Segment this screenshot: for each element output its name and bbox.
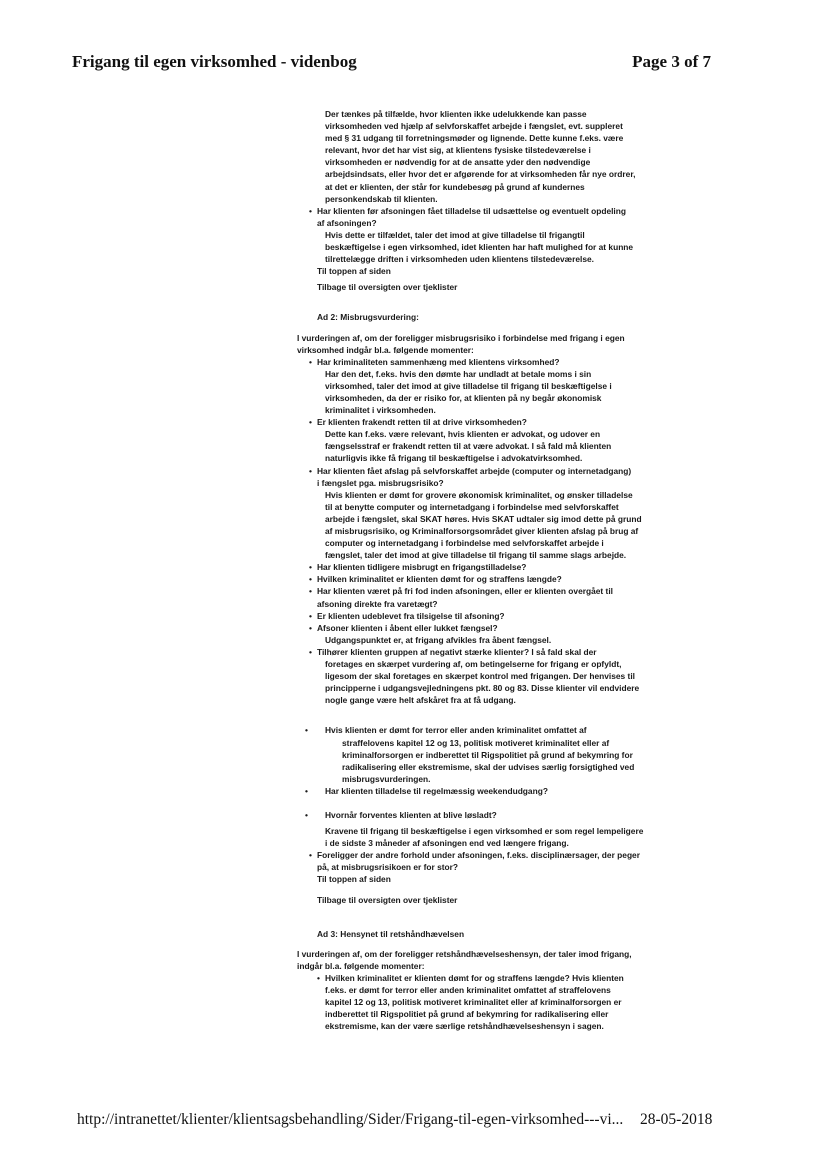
text-line: virksomheden ved hjælp af selvforskaffet arbejde i fængslet, evt. suppleret: [325, 121, 623, 132]
list-item: [317, 849, 672, 873]
section-heading-ad2: Ad 2: Misbrugsvurdering:: [317, 312, 419, 323]
bullet-question: • Hvornår forventes klienten at blive løsladt?: [325, 809, 672, 821]
text-line: foretages en skærpet vurdering af, om betingelserne for frigang er opfyldt,: [325, 659, 622, 670]
bullet-continuation: [325, 658, 672, 706]
text-line: i de sidste 3 måneder af afsoningen end ved længere frigang.: [325, 838, 569, 849]
to-top-link[interactable]: Til toppen af siden: [317, 874, 391, 885]
text-line: kriminalitet i virksomheden.: [325, 405, 436, 416]
text-line: misbrugsvurderingen.: [342, 773, 431, 784]
bullet-answer: [325, 489, 672, 562]
list-item: [325, 724, 672, 736]
bullet-answer: [325, 825, 672, 849]
text-line: virksomheden, da der er risiko for, at klienten på ny begår økonomisk: [325, 392, 602, 403]
text-line: relevant, hvor det har vist sig, at klientens fysiske tilstedeværelse i: [325, 145, 591, 156]
list-item: [325, 785, 672, 797]
text-line: kapitel 12 og 13, politisk motiveret kriminalitet eller af kriminalforsorgen er: [325, 997, 622, 1008]
bullet-text: • Har klienten tilladelse til regelmæssig weekendudgang?: [325, 785, 672, 797]
text-line: I vurderingen af, om der foreligger misbrugsrisiko i forbindelse med frigang i egen: [297, 332, 625, 343]
text-line: af misbrugsrisiko, og Kriminalforsorgsområdet giver klienten afslag på brug af: [325, 526, 639, 536]
text-line: indgår bl.a. følgende momenter:: [297, 960, 425, 971]
intro-paragraph: [325, 108, 672, 205]
text-line: indberettet til Rigspolitiet på grund af bekymring for radikalisering eller: [325, 1009, 609, 1020]
bullet-text: på, at misbrugsrisikoen er for stor?: [317, 862, 459, 873]
text-line: Udgangspunktet er, at frigang afvikles fra åbent fængsel.: [325, 634, 552, 645]
bullet-continuation: [342, 737, 672, 785]
text-line: til at benytte computer og internetadgang i forbindelse med selvforskaffet: [325, 501, 619, 512]
list-item: [317, 465, 672, 489]
list-item: [317, 205, 672, 229]
bullet-question: • Afsoner klienten i åbent eller lukket fængsel?: [317, 622, 672, 634]
text-line: beskæftigelse i egen virksomhed, idet klienten har haft mulighed for at kunne: [325, 242, 634, 253]
text-line: at det er klienten, der står for kundebesøg på grund af kundernes: [325, 181, 585, 192]
bullet-text: • Hvilken kriminalitet er klienten dømt for og straffens længde?: [317, 573, 672, 585]
section-heading-ad3: Ad 3: Hensynet til retshåndhævelsen: [317, 928, 465, 939]
text-line: Hvis dette er tilfældet, taler det imod at give tilladelse til frigangtil: [325, 229, 585, 240]
list-item: [317, 573, 672, 585]
back-to-overview-link[interactable]: Tilbage til oversigten over tjeklister: [317, 282, 458, 293]
text-line: principperne i udgangsvejledningens pkt. 80 og 83. Disse klienter vil endvidere: [325, 683, 640, 694]
text-line: straffelovens kapitel 12 og 13, politisk motiveret kriminalitet eller af: [342, 737, 610, 748]
to-top-link[interactable]: Til toppen af siden: [317, 266, 391, 277]
footer-date: 28-05-2018: [640, 1111, 713, 1128]
bullet-question: i fængslet pga. misbrugsrisiko?: [317, 477, 444, 488]
text-line: virksomheden er nødvendig for at de ansatte yder den nødvendige: [325, 157, 591, 168]
footer-url: http://intranettet/klienter/klientsagsbehandling/Sider/Frigang-til-egen-virksomhed---vi...: [77, 1111, 624, 1128]
bullet-question: af afsoningen?: [317, 217, 377, 228]
text-line: arbejde i fængslet, skal SKAT høres. Hvis SKAT udtaler sig imod dette på grund: [325, 513, 642, 524]
section-intro: [297, 948, 672, 972]
bullet-text: • Har klienten været på fri fod inden afsoningen, eller er klienten overgået til: [317, 585, 672, 597]
list-item: [317, 416, 672, 428]
text-line: fængselsstraf er frakendt retten til at være advokat. I så fald må klienten: [325, 441, 612, 452]
text-line: Kravene til frigang til beskæftigelse i egen virksomhed er som regel lempeligere: [325, 826, 644, 837]
text-line: Dette kan f.eks. være relevant, hvis klienten er advokat, og udover en: [325, 429, 601, 440]
bullet-question: • Har klienten før afsoningen fået tilladelse til udsættelse og eventuelt opdeling: [317, 205, 672, 217]
text-line: Der tænkes på tilfælde, hvor klienten ikke udelukkende kan passe: [325, 109, 587, 119]
text-line: I vurderingen af, om der foreligger retshåndhævelseshensyn, der taler imod frigang,: [297, 948, 632, 959]
list-item: [325, 809, 672, 821]
text-line: nogle gange være helt afskåret fra at få udgang.: [325, 695, 516, 706]
text-line: virksomhed, taler det imod at give tilladelse til frigang til beskæftigelse i: [325, 380, 612, 391]
list-item: [317, 610, 672, 622]
text-line: computer og internetadgang i forbindelse med selvforskaffet arbejde i: [325, 538, 604, 549]
text-line: ekstremisme, kan der være særlige retshåndhævelseshensyn i sagen.: [325, 1021, 604, 1032]
text-line: fængslet, taler det imod at give tilladelse til frigang til samme slags arbejde.: [325, 550, 627, 561]
bullet-text: • Hvilken kriminalitet er klienten dømt for og straffens længde? Hvis klienten: [325, 972, 672, 984]
text-line: Har den det, f.eks. hvis den dømte har undladt at betale moms i sin: [325, 368, 592, 379]
page-number: Page 3 of 7: [632, 52, 711, 71]
bullet-text: • Foreligger der andre forhold under afsoningen, f.eks. disciplinærsager, der peger: [317, 849, 672, 861]
bullet-answer: [325, 368, 672, 416]
bullet-question: • Har kriminaliteten sammenhæng med klientens virksomhed?: [317, 356, 672, 368]
bullet-answer: [325, 428, 672, 464]
list-item: [317, 622, 672, 634]
document-body: [297, 108, 672, 1032]
text-line: arbejdsindsats, eller hvor det er afgørende for at virksomheden får nye ordrer,: [325, 169, 636, 180]
bullet-text: • Tilhører klienten gruppen af negativt stærke klienter? I så fald skal der: [317, 646, 672, 658]
bullet-text: • Er klienten udeblevet fra tilsigelse til afsoning?: [317, 610, 672, 622]
text-line: ligesom der skal foretages en skærpet kontrol med frigangen. Der henvises til: [325, 671, 635, 682]
text-line: med § 31 udgang til forretningsmøder og lignende. Dette kunne f.eks. være: [325, 133, 624, 144]
text-line: tilrettelægge driften i virksomheden uden klientens tilstedeværelse.: [325, 254, 595, 265]
back-to-overview-link[interactable]: Tilbage til oversigten over tjeklister: [317, 894, 458, 905]
bullet-question: • Er klienten frakendt retten til at drive virksomheden?: [317, 416, 672, 428]
bullet-question: • Har klienten fået afslag på selvforskaffet arbejde (computer og internetadgang): [317, 465, 672, 477]
text-line: kriminalforsorgen er indberettet til Rigspolitiet på grund af bekymring for: [342, 749, 633, 760]
bullet-text: • Hvis klienten er dømt for terror eller anden kriminalitet omfattet af: [325, 724, 672, 736]
page-header-title: Frigang til egen virksomhed - videnbog: [72, 52, 357, 71]
bullet-answer: [325, 229, 672, 265]
text-line: radikalisering eller ekstremisme, skal der udvises særlig forsigtighed ved: [342, 761, 635, 772]
list-item: [325, 972, 672, 1032]
list-item: [317, 561, 672, 573]
section-intro: [297, 332, 672, 356]
list-item: [317, 356, 672, 368]
text-line: Hvis klienten er dømt for grovere økonomisk kriminalitet, og ønsker tilladelse: [325, 489, 633, 500]
text-line: personkendskab til klienten.: [325, 193, 438, 204]
bullet-text: afsoning direkte fra varetægt?: [317, 598, 438, 609]
text-line: f.eks. er dømt for terror eller anden kriminalitet omfattet af straffelovens: [325, 985, 611, 995]
text-line: naturligvis ikke få frigang til beskæftigelse i advokatvirksomhed.: [325, 453, 583, 464]
bullet-text: • Har klienten tidligere misbrugt en frigangstilladelse?: [317, 561, 672, 573]
bullet-answer: [325, 634, 672, 646]
list-item: [317, 585, 672, 609]
list-item: [317, 646, 672, 658]
text-line: virksomhed indgår bl.a. følgende momenter:: [297, 344, 474, 355]
